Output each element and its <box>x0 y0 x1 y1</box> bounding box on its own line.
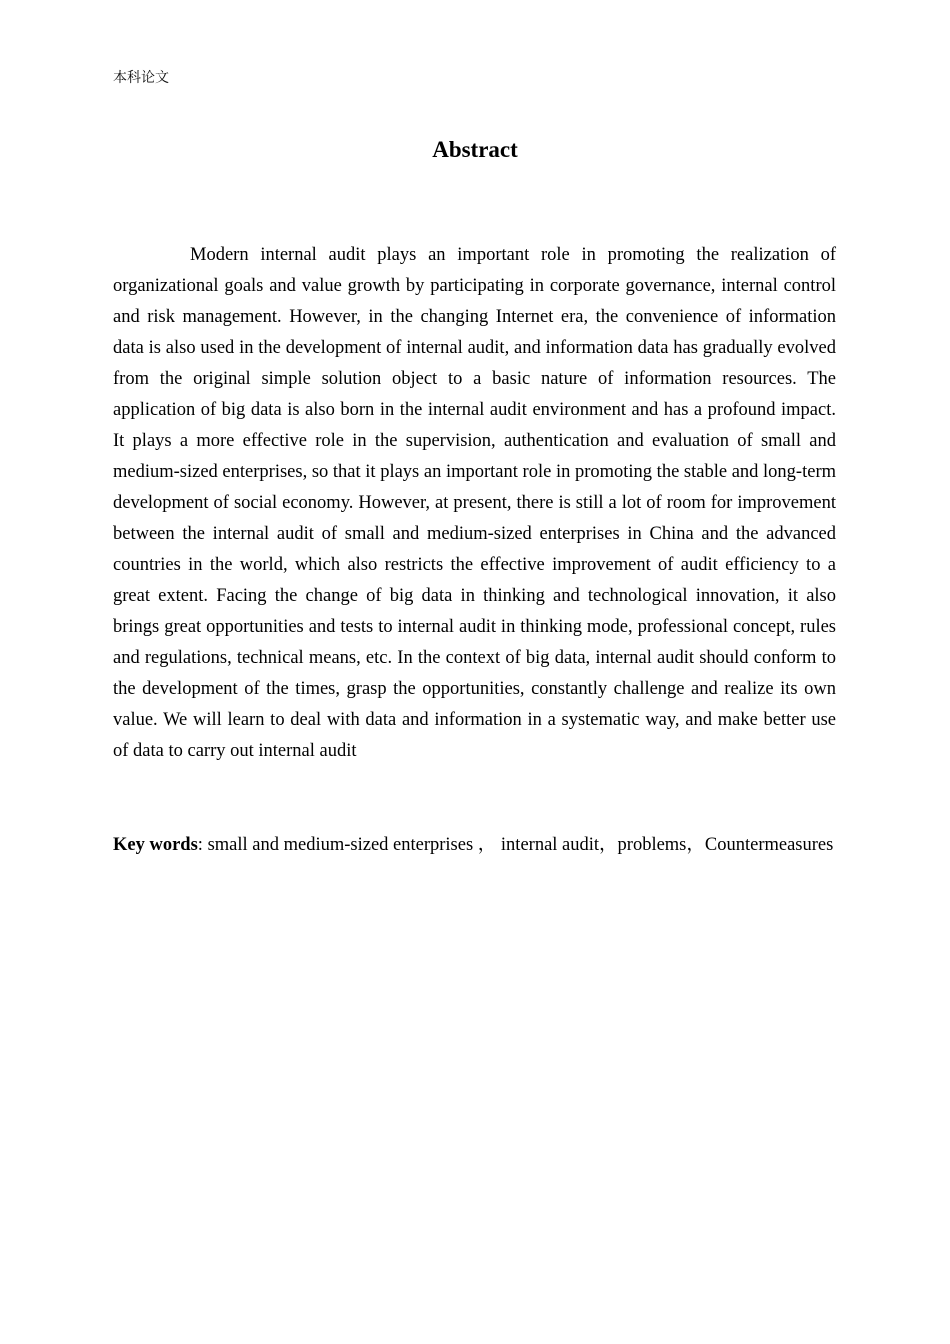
abstract-body: Modern internal audit plays an important role in promoting the realization of organizational goals and value growth by participating in corporate governance, internal control and risk management. However, in the changing Internet era, the convenience of information data is also used in the development of internal audit, and information data has gradually evolved from the original simple solution object to a basic nature of information resources. The application of big data is also born in the internal audit environment and has a profound impact. It plays a more effective role in the supervision, authentication and evaluation of small and medium-sized enterprises, so that it plays an important role in promoting the stable and long-term development of social economy. However, at present, there is still a lot of room for improvement between the internal audit of small and medium-sized enterprises in China and the advanced countries in the world, which also restricts the effective improvement of audit efficiency to a great extent. Facing the change of big data in thinking and technological innovation, it also brings great opportunities and tests to internal audit in thinking mode, professional concept, rules and regulations, technical means, etc. In the context of big data, internal audit should conform to the development of the times, grasp the opportunities, constantly challenge and realize its own value. We will learn to deal with data and information in a systematic way, and make better use of data to carry out internal audit <box>113 245 836 761</box>
keywords-label: Key words <box>113 835 198 855</box>
keywords-separator: : <box>197 835 203 855</box>
keywords-text: small and medium-sized enterprises ， internal audit，problems，Countermeasures <box>202 835 834 855</box>
running-header: 本科论文 <box>113 70 169 86</box>
keywords-paragraph <box>113 830 836 861</box>
abstract-title: Abstract <box>432 137 518 162</box>
